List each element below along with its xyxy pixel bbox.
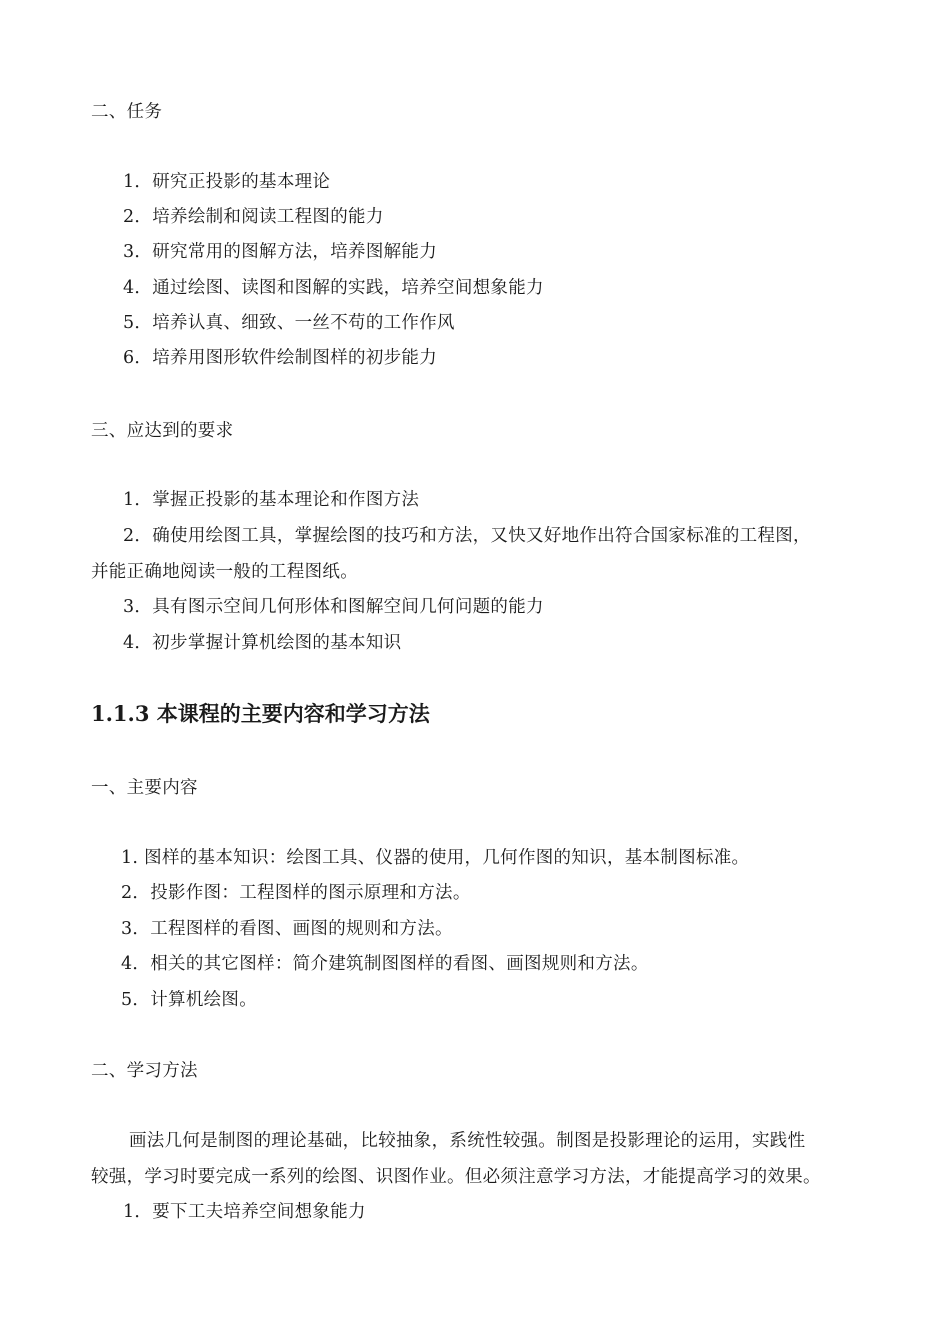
- content-item-4: 4．相关的其它图样：简介建筑制图图样的看图、画图规则和方法。: [121, 954, 649, 974]
- method-paragraph-line-2: 较强，学习时要完成一系列的绘图、识图作业。但必须注意学习方法，才能提高学习的效果。: [91, 1167, 821, 1187]
- task-item-6: 6．培养用图形软件绘制图样的初步能力: [123, 348, 438, 368]
- content-item-5: 5．计算机绘图。: [121, 990, 258, 1010]
- section-heading-1-1-3: 1.1.3 本课程的主要内容和学习方法: [91, 701, 430, 726]
- task-item-3: 3．研究常用的图解方法，培养图解能力: [123, 242, 438, 262]
- content-item-2: 2．投影作图：工程图样的图示原理和方法。: [121, 883, 471, 903]
- requirement-item-4: 4．初步掌握计算机绘图的基本知识: [123, 633, 402, 653]
- method-paragraph-line-1: 画法几何是制图的理论基础，比较抽象，系统性较强。制图是投影理论的运用，实践性: [129, 1131, 806, 1151]
- section-title-study-method: 二、学习方法: [91, 1061, 198, 1081]
- requirement-item-2: 2．确使用绘图工具，掌握绘图的技巧和方法，又快又好地作出符合国家标准的工程图，: [123, 526, 811, 546]
- section-title-requirements: 三、应达到的要求: [91, 421, 234, 441]
- method-item-1: 1．要下工夫培养空间想象能力: [123, 1202, 366, 1222]
- task-item-2: 2．培养绘制和阅读工程图的能力: [123, 207, 384, 227]
- requirement-item-2-continued: 并能正确地阅读一般的工程图纸。: [91, 562, 358, 582]
- section-title-tasks: 二、任务: [91, 102, 163, 122]
- section-title-main-content: 一、主要内容: [91, 778, 198, 798]
- task-item-4: 4．通过绘图、读图和图解的实践，培养空间想象能力: [123, 278, 544, 298]
- content-item-1: 1. 图样的基本知识：绘图工具、仪器的使用，几何作图的知识，基本制图标准。: [121, 848, 750, 868]
- task-item-1: 1．研究正投影的基本理论: [123, 172, 331, 192]
- requirement-item-3: 3．具有图示空间几何形体和图解空间几何问题的能力: [123, 597, 544, 617]
- task-item-5: 5．培养认真、细致、一丝不苟的工作作风: [123, 313, 455, 333]
- requirement-item-1: 1．掌握正投影的基本理论和作图方法: [123, 490, 420, 510]
- content-item-3: 3．工程图样的看图、画图的规则和方法。: [121, 919, 453, 939]
